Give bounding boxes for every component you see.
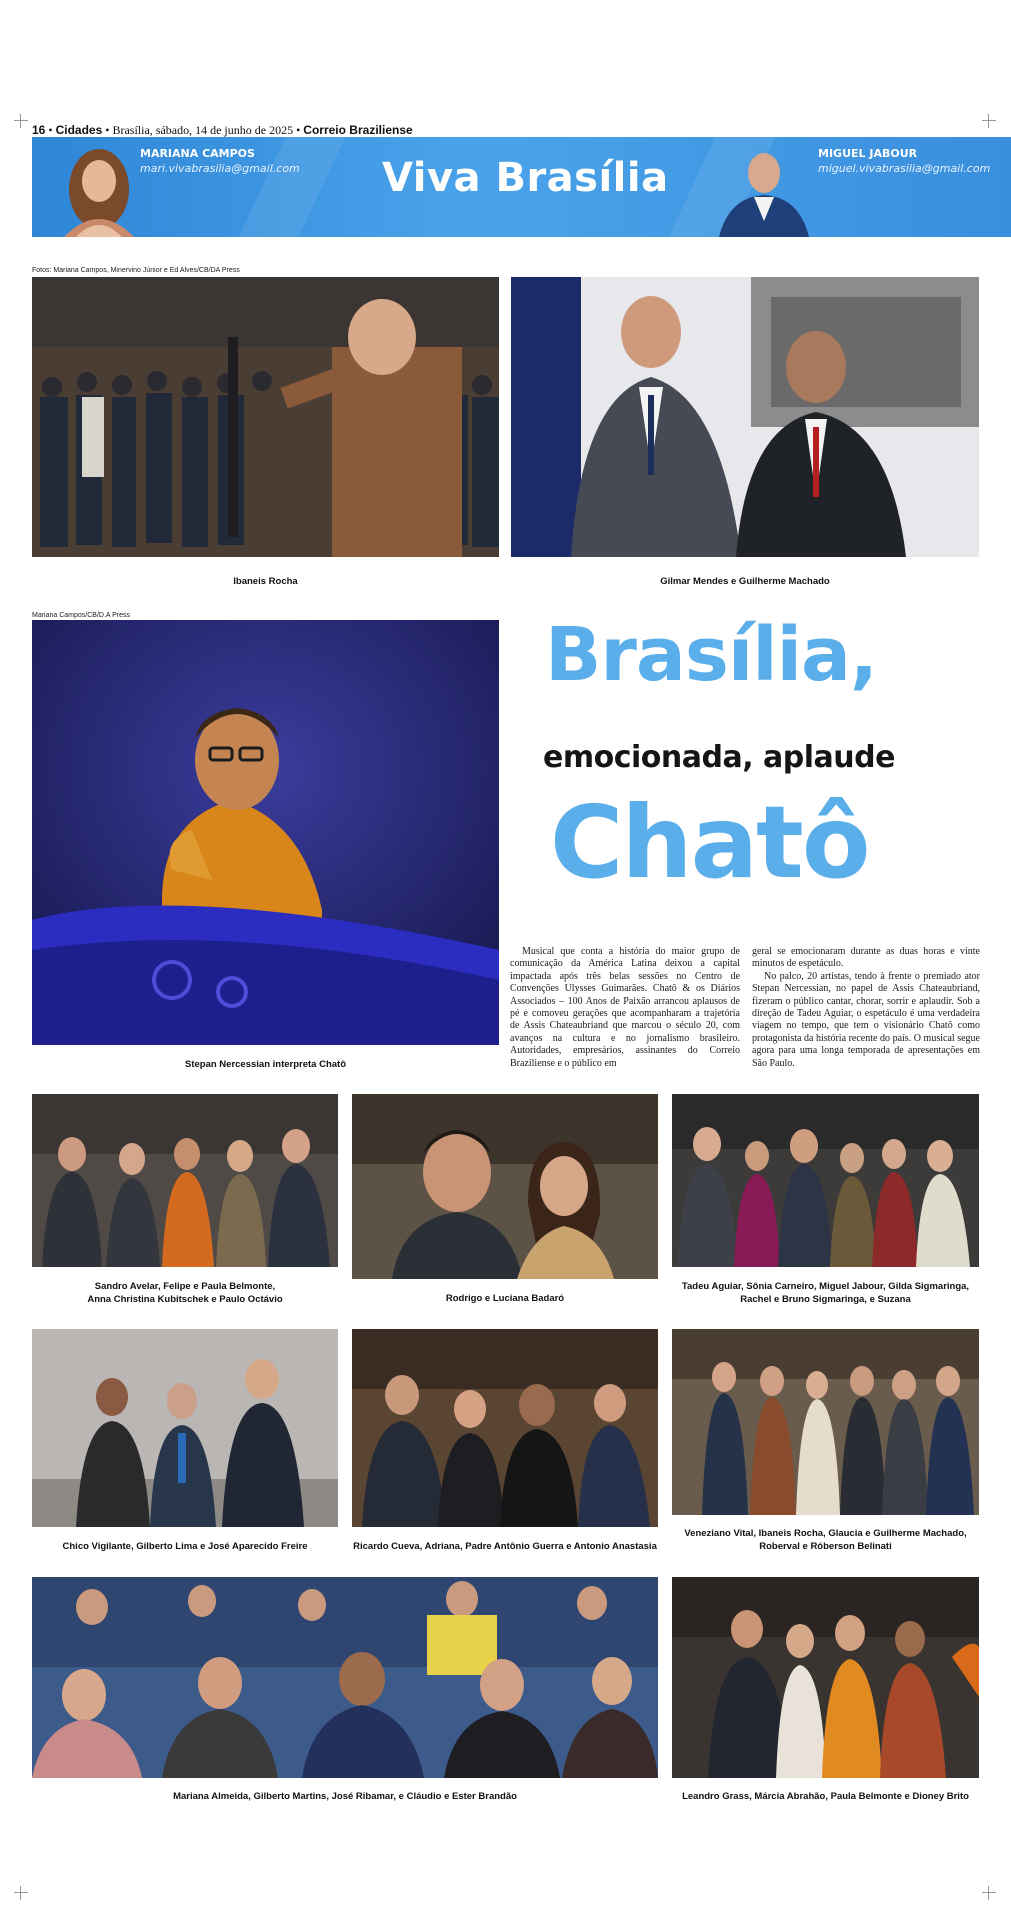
headline-line-1: Brasília, xyxy=(545,612,878,698)
headline-line-3: Chatô xyxy=(550,784,869,901)
caption-tadeu-group xyxy=(672,1280,979,1306)
column-banner xyxy=(32,137,1011,237)
photo-mariana-group xyxy=(32,1577,658,1778)
caption-gilmar-guilherme: Gilmar Mendes e Guilherme Machado xyxy=(660,576,830,587)
caption-line: Sandro Avelar, Felipe e Paula Belmonte, xyxy=(94,1281,276,1292)
column-title: Viva Brasília xyxy=(382,155,669,201)
columnist-right-name: MIGUEL JABOUR xyxy=(818,147,918,160)
article-paragraph: Musical que conta a história do maior grupo de comunicação da América Latina deixou a capital impactada após três belas sessões no Centro de Convenções Ulysses Guimarães. Chatô & os Diários Associados – 100 Anos de Paixão arrancou aplausos de pé e comoveu gerações que acompanharam a trajetória de Assis Chateaubriand que marcou o século 20, com avanços na cultura e no jornalismo brasileiro. Autoridades, empresários, assinantes do Correio Braziliense e o público em xyxy=(510,946,740,1069)
columnist-left-name: MARIANA CAMPOS xyxy=(140,147,255,160)
crop-mark xyxy=(14,1886,28,1900)
caption-line: Roberval e Róberson Belinati xyxy=(759,1541,892,1552)
dateline: Brasília, sábado, 14 de junho de 2025 xyxy=(112,123,294,137)
photo-veneziano-group xyxy=(672,1329,979,1515)
headline-line-2: emocionada, aplaude xyxy=(543,740,895,775)
caption-line: Veneziano Vital, Ibaneis Rocha, Glaucia e Guilherme Machado, xyxy=(684,1528,967,1539)
article-paragraph: geral se emocionaram durante as duas horas e vinte minutos de espetáculo. xyxy=(752,946,980,970)
columnist-right-portrait xyxy=(714,141,814,237)
photo-sandro-group xyxy=(32,1094,338,1267)
caption-stepan: Stepan Nercessian interpreta Chatô xyxy=(184,1059,347,1070)
article-paragraph: No palco, 20 artistas, tendo à frente o premiado ator Stepan Nercessian, no papel de Assis Chateaubriand, fizeram o público cantar, chorar, sorrir e aplaudir. Sob a direção de Tadeu Aguiar, o espetáculo é uma verdadeira viagem no tempo, que tem o visionário Chatô como protagonista da história recente do país. O musical segue agora para uma longa temporada de apresentações em São Paulo. xyxy=(752,970,980,1069)
photo-gilmar-guilherme xyxy=(511,277,979,557)
columnist-left-email: mari.vivabrasilia@gmail.com xyxy=(140,162,300,175)
caption-sandro-group xyxy=(32,1280,338,1306)
article-column-1 xyxy=(510,946,740,1070)
photo-credit: Fotos: Mariana Campos, Minervino Júnior e Ed Alves/CB/DA Press xyxy=(32,267,240,274)
article-column-2 xyxy=(752,946,980,1070)
photo-ibaneis xyxy=(32,277,499,557)
caption-leandro-group: Leandro Grass, Márcia Abrahão, Paula Belmonte e Dioney Brito xyxy=(682,1791,969,1802)
photo-stepan-feature xyxy=(32,620,499,1045)
folio-line: 16 • Cidades • Brasília, sábado, 14 de junho de 2025 • Correio Braziliense xyxy=(32,123,413,137)
caption-chico-group: Chico Vigilante, Gilberto Lima e José Aparecido Freire xyxy=(62,1541,308,1552)
caption-line: Rachel e Bruno Sigmaringa, e Suzana xyxy=(740,1294,911,1305)
photo-leandro-group xyxy=(672,1577,979,1778)
caption-line: Tadeu Aguiar, Sônia Carneiro, Miguel Jabour, Gilda Sigmaringa, xyxy=(681,1281,970,1292)
crop-mark xyxy=(982,1886,996,1900)
feature-photo-credit: Mariana Campos/CB/D.A Press xyxy=(32,612,131,619)
photo-chico-group xyxy=(32,1329,338,1527)
photo-tadeu-group xyxy=(672,1094,979,1267)
photo-ricardo-group xyxy=(352,1329,658,1527)
crop-mark xyxy=(982,114,996,128)
caption-rodrigo-luciana: Rodrigo e Luciana Badaró xyxy=(445,1293,565,1304)
caption-line: Anna Christina Kubitschek e Paulo Octávio xyxy=(87,1294,283,1305)
caption-ricardo-group: Ricardo Cueva, Adriana, Padre Antônio Guerra e Antonio Anastasia xyxy=(353,1541,657,1552)
crop-mark xyxy=(14,114,28,128)
paper-name: Correio Braziliense xyxy=(303,123,413,137)
caption-ibaneis: Ibaneis Rocha xyxy=(233,576,298,587)
columnist-left-portrait xyxy=(54,141,144,237)
caption-mariana-group: Mariana Almeida, Gilberto Martins, José Ribamar, e Cláudio e Ester Brandão xyxy=(173,1791,517,1802)
columnist-right-email: miguel.vivabrasilia@gmail.com xyxy=(818,162,991,175)
page-number: 16 xyxy=(32,123,46,137)
section-name: Cidades xyxy=(55,123,103,137)
photo-rodrigo-luciana xyxy=(352,1094,658,1279)
caption-veneziano-group xyxy=(672,1527,979,1553)
